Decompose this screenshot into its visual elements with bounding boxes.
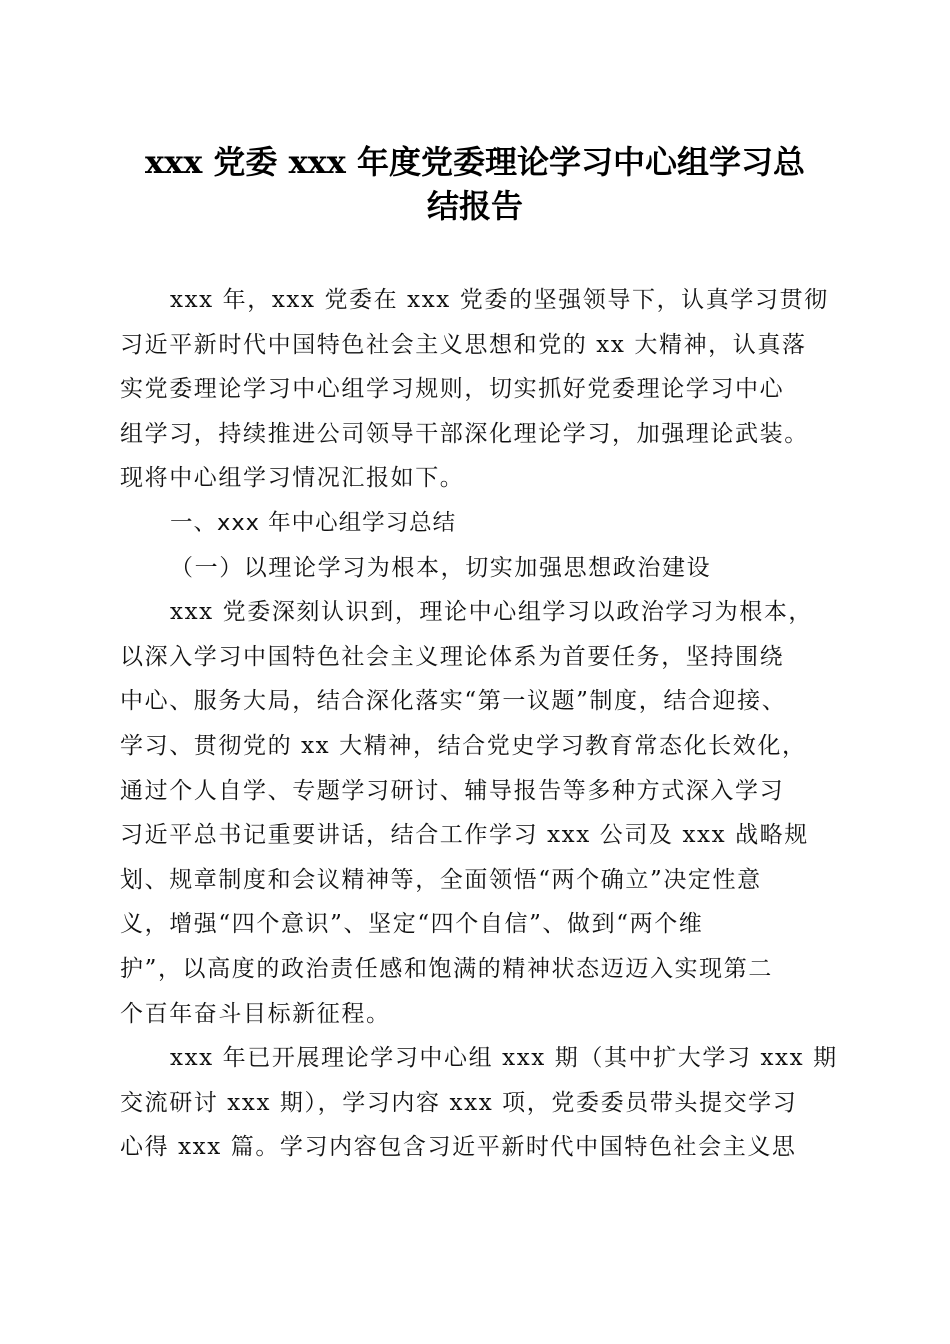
para1-line-7: 划、规章制度和会议精神等，全面领悟“两个确立”决定性意: [120, 866, 762, 893]
title-line-2: 结报告: [426, 187, 523, 225]
document-title: [110, 140, 840, 228]
para2-line-2: 交流研讨 xxx 期），学习内容 xxx 项，党委委员带头提交学习: [120, 1089, 798, 1116]
para1-line-9: 护”，以高度的政治责任感和饱满的精神状态迈迈入实现第二: [120, 955, 773, 982]
para1-line-2: 以深入学习中国特色社会主义理论体系为首要任务，坚持围绕: [120, 643, 785, 670]
para2-line-1: xxx 年已开展理论学习中心组 xxx 期（其中扩大学习 xxx 期: [170, 1045, 838, 1072]
intro-line-1: xxx 年，xxx 党委在 xxx 党委的坚强领导下，认真学习贯彻: [170, 287, 829, 313]
section-heading-1: 一、xxx 年中心组学习总结: [170, 509, 457, 536]
para1-line-1: xxx 党委深刻认识到，理论中心组学习以政治学习为根本，: [170, 599, 814, 626]
para1-line-10: 个百年奋斗目标新征程。: [120, 1000, 391, 1027]
para1-line-4: 学习、贯彻党的 xx 大精神，结合党史学习教育常态化长效化，: [120, 732, 807, 759]
para1-line-3: 中心、服务大局，结合深化落实“第一议题”制度，结合迎接、: [120, 688, 787, 715]
para1-line-5: 通过个人自学、专题学习研讨、辅导报告等多种方式深入学习: [120, 777, 785, 804]
title-line-1: xxx 党委 xxx 年度党委理论学习中心组学习总: [145, 143, 805, 181]
intro-line-5: 现将中心组学习情况汇报如下。: [120, 465, 465, 492]
intro-line-2: 习近平新时代中国特色社会主义思想和党的 xx 大精神，认真落: [120, 331, 807, 358]
para2-line-3: 心得 xxx 篇。学习内容包含习近平新时代中国特色社会主义思: [120, 1134, 797, 1161]
intro-line-3: 实党委理论学习中心组学习规则，切实抓好党委理论学习中心: [120, 376, 785, 403]
subsection-heading-1: （一）以理论学习为根本，切实加强思想政治建设: [170, 554, 712, 581]
intro-line-4: 组学习，持续推进公司领导干部深化理论学习，加强理论武装。: [120, 420, 809, 447]
para1-line-6: 习近平总书记重要讲话，结合工作学习 xxx 公司及 xxx 战略规: [120, 822, 809, 849]
para1-line-8: 义，增强“四个意识”、坚定“四个自信”、做到“两个维: [120, 911, 704, 938]
document-body: [120, 282, 840, 1174]
